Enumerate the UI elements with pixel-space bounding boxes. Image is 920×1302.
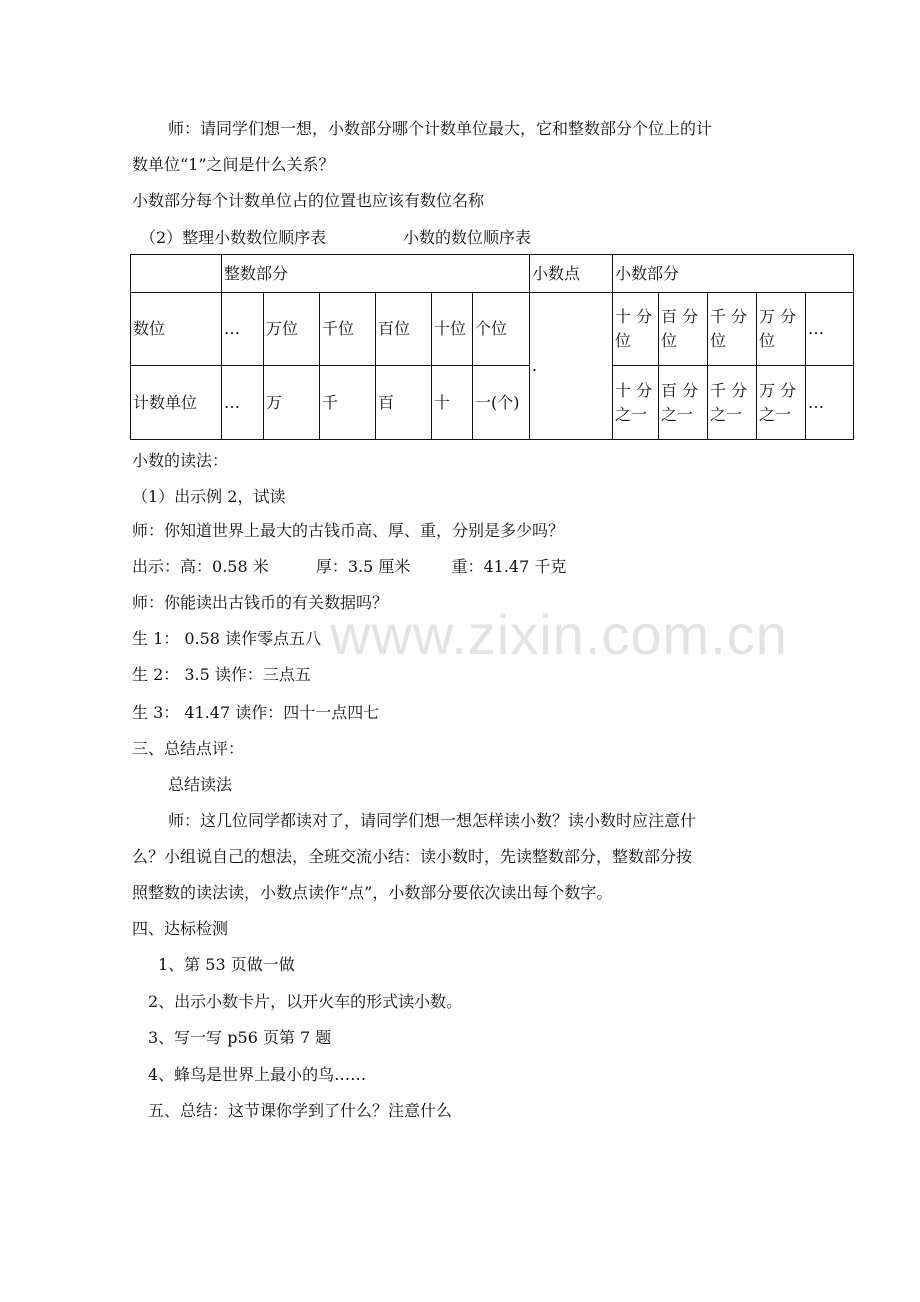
intro-paragraph-line-2: 数单位“1”之间是什么关系？ — [132, 155, 335, 174]
table-cell: 千位 — [320, 293, 376, 366]
table-cell: 十 分位 — [613, 293, 659, 366]
table-cell: … — [222, 293, 264, 366]
summary-line-1: 师：这几位同学都读对了，请同学们想一想怎样读小数？读小数时应注意什 — [168, 811, 697, 830]
summary-line-3: 照整数的读法读，小数点读作“点”，小数部分要依次读出每个数字。 — [132, 883, 613, 902]
table-cell: 个位 — [473, 293, 530, 366]
row-label: 数位 — [131, 293, 222, 366]
section-3-heading: 三、总结点评： — [132, 739, 245, 758]
header-integer-part: 整数部分 — [222, 255, 530, 293]
show-thickness: 厚：3.5 厘米 — [315, 557, 411, 576]
section-5-heading: 五、总结：这节课你学到了什么？注意什么 — [148, 1101, 453, 1120]
header-decimal-point: 小数点 — [530, 255, 613, 293]
table-cell: 百位 — [376, 293, 432, 366]
decimal-point-cell: . — [530, 293, 613, 440]
teacher-question-1: 师：你知道世界上最大的古钱币高、厚、重，分别是多少吗？ — [132, 521, 565, 540]
show-height: 高：0.58 米 — [180, 557, 269, 576]
show-data-line — [132, 556, 566, 578]
decimal-place-value-table — [130, 254, 854, 440]
table-cell: 万位 — [264, 293, 320, 366]
intro-paragraph-line-1: 师：请同学们想一想，小数部分哪个计数单位最大，它和整数部分个位上的计 — [168, 119, 713, 138]
intro-paragraph-line-3: 小数部分每个计数单位占的位置也应该有数位名称 — [132, 191, 485, 210]
table-cell: 百 分位 — [659, 293, 708, 366]
table-cell: 一(个) — [473, 366, 530, 440]
row-label: 计数单位 — [131, 366, 222, 440]
exercise-item-1: 1、第 53 页做一做 — [158, 955, 295, 974]
exercise-item-4: 4、蜂鸟是世界上最小的鸟…… — [148, 1065, 367, 1084]
example-heading: （1）出示例 2，试读 — [132, 487, 286, 506]
table-cell: 百 分之一 — [659, 366, 708, 440]
table-cell: … — [806, 293, 854, 366]
table-cell: 十位 — [432, 293, 473, 366]
table-row-place — [131, 293, 854, 366]
table-cell: 千 分位 — [708, 293, 757, 366]
show-weight: 重：41.47 千克 — [451, 557, 567, 576]
table-cell: 万 分位 — [757, 293, 806, 366]
table-cell: 千 — [320, 366, 376, 440]
teacher-question-2: 师：你能读出古钱币的有关数据吗？ — [132, 593, 389, 612]
header-decimal-part: 小数部分 — [613, 255, 854, 293]
exercise-item-2: 2、出示小数卡片，以开火车的形式读小数。 — [148, 992, 463, 1011]
summary-title: 总结读法 — [168, 775, 233, 794]
exercise-item-3: 3、写一写 p56 页第 7 题 — [148, 1028, 332, 1047]
table-cell: 万 分之一 — [757, 366, 806, 440]
table-heading: （2）整理小数数位顺序表 — [140, 228, 327, 247]
table-cell: … — [222, 366, 264, 440]
summary-line-2: 么？小组说自己的想法，全班交流小结：读小数时，先读整数部分，整数部分按 — [132, 847, 693, 866]
student-answer-1: 生 1： 0.58 读作零点五八 — [132, 629, 322, 648]
table-cell: 十 — [432, 366, 473, 440]
table-cell: 千 分之一 — [708, 366, 757, 440]
section-4-heading: 四、达标检测 — [132, 919, 229, 938]
show-label: 出示： — [132, 557, 181, 576]
table-cell: 百 — [376, 366, 432, 440]
reading-title: 小数的读法： — [132, 451, 229, 470]
table-row-unit — [131, 366, 854, 440]
watermark: www.zixin.com.cn — [330, 603, 788, 666]
student-answer-2: 生 2： 3.5 读作：三点五 — [132, 665, 311, 684]
table-title: 小数的数位顺序表 — [403, 228, 532, 247]
table-header-row — [131, 255, 854, 293]
table-cell: … — [806, 366, 854, 440]
table-cell: 十 分之一 — [613, 366, 659, 440]
student-answer-3: 生 3： 41.47 读作：四十一点四七 — [132, 703, 380, 722]
table-cell: 万 — [264, 366, 320, 440]
header-blank-cell — [131, 255, 222, 293]
